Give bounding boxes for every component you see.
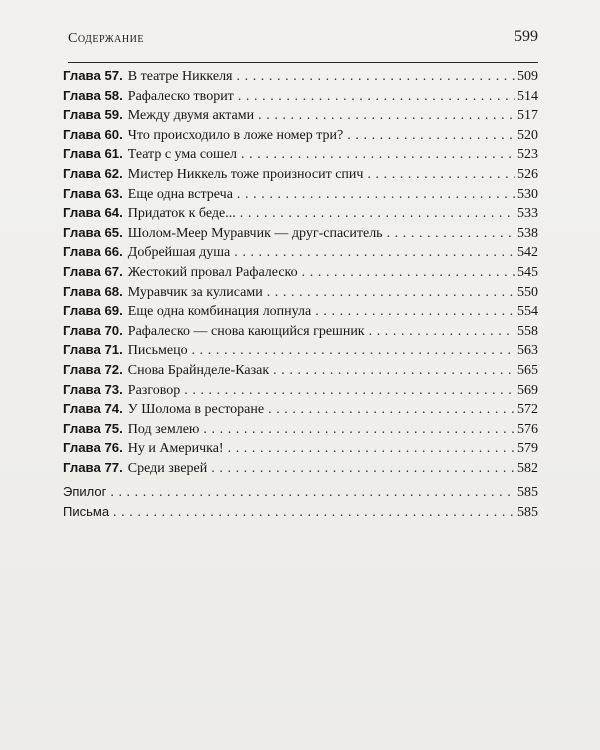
toc-page-number: 579 <box>517 441 538 457</box>
toc-chapter-title: Под землею <box>127 421 200 437</box>
toc-entry <box>63 282 538 302</box>
toc-chapter-title: Что происходило в ложе номер три? <box>127 127 344 143</box>
toc-entry <box>63 223 538 243</box>
toc-page-number: 533 <box>517 206 538 222</box>
toc-chapter-title: В театре Никкеля <box>127 69 233 84</box>
header-page-number: 599 <box>514 28 538 45</box>
toc-chapter-title: Шолом-Меер Муравчик — друг-спаситель <box>127 225 383 241</box>
toc-leader-dots <box>211 459 515 479</box>
toc-chapter-title: Мистер Никкель тоже произносит спич <box>127 166 364 182</box>
toc-chapter-title: Еще одна встреча <box>127 186 233 202</box>
toc-chapter-number: Глава 77. <box>63 459 123 475</box>
toc-page-number: 520 <box>517 127 538 143</box>
toc-chapter-number: Глава 58. <box>63 87 123 103</box>
toc-chapter-number: Глава 69. <box>63 303 123 319</box>
toc-leader-dots <box>302 263 515 283</box>
toc-leader-dots <box>240 204 515 224</box>
running-header <box>68 20 538 63</box>
toc-entry <box>63 164 538 184</box>
table-of-contents <box>63 66 538 522</box>
toc-chapter-number: Глава 68. <box>63 283 123 299</box>
toc-leader-dots <box>267 283 515 303</box>
toc-leader-dots <box>268 400 515 420</box>
toc-chapter-number: Глава 66. <box>63 244 123 260</box>
toc-page-number: 576 <box>517 421 538 437</box>
toc-page-number: 545 <box>517 264 538 280</box>
toc-chapter-number: Глава 76. <box>63 440 123 456</box>
toc-leader-dots <box>387 224 515 244</box>
toc-page-number: 542 <box>517 245 538 261</box>
toc-page-number: 554 <box>517 304 538 320</box>
toc-chapter-title: Муравчик за кулисами <box>127 284 263 300</box>
toc-page-number: 530 <box>517 186 538 202</box>
toc-page-number: 565 <box>517 362 538 378</box>
toc-chapter-number: Глава 71. <box>63 342 123 358</box>
toc-page-number: 517 <box>517 108 538 124</box>
toc-leader-dots <box>241 145 515 165</box>
header-title: Содержание <box>68 31 144 46</box>
toc-page-number: 514 <box>517 88 538 104</box>
toc-leader-dots <box>110 483 515 503</box>
toc-entry <box>63 458 538 478</box>
toc-leader-dots <box>113 503 515 523</box>
toc-leader-dots <box>237 67 516 87</box>
toc-leader-dots <box>203 420 515 440</box>
toc-entry <box>63 125 538 145</box>
toc-chapter-title: Ну и Америчка! <box>127 441 224 457</box>
toc-entry <box>63 184 538 204</box>
toc-entry <box>63 144 538 164</box>
toc-chapter-title: У Шолома в ресторане <box>127 402 265 418</box>
toc-chapter-title: Жестокий провал Рафалеско <box>127 264 298 280</box>
toc-entry <box>63 301 538 321</box>
toc-chapter-number: Глава 73. <box>63 381 123 397</box>
toc-page-number: 526 <box>517 166 538 182</box>
toc-entry <box>63 105 538 125</box>
toc-chapter-title: Добрейшая душа <box>127 245 231 261</box>
toc-leader-dots <box>258 106 515 126</box>
toc-page-number: 563 <box>517 343 538 359</box>
toc-chapter-number: Глава 62. <box>63 165 123 181</box>
toc-page-number: 509 <box>517 69 538 84</box>
toc-entry <box>63 340 538 360</box>
toc-page-number: 538 <box>517 225 538 241</box>
toc-chapter-title: Еще одна комбинация лопнула <box>127 304 312 320</box>
toc-chapter-number: Глава 59. <box>63 107 123 123</box>
toc-entry <box>63 203 538 223</box>
toc-entry <box>63 419 538 439</box>
toc-page-number: 582 <box>517 460 538 476</box>
toc-entry <box>63 399 538 419</box>
toc-entry <box>63 380 538 400</box>
toc-epilogue-title: Эпилог <box>63 484 107 500</box>
toc-entry <box>63 360 538 380</box>
toc-chapter-number: Глава 74. <box>63 401 123 417</box>
toc-leader-dots <box>228 439 515 459</box>
toc-chapter-title: Театр с ума сошел <box>127 147 238 163</box>
toc-page-number: 550 <box>517 284 538 300</box>
toc-chapter-title: Разговор <box>127 382 181 398</box>
toc-leader-dots <box>273 361 515 381</box>
toc-leader-dots <box>238 87 515 107</box>
toc-chapter-title: Рафалеско творит <box>127 88 234 104</box>
toc-chapter-number: Глава 70. <box>63 322 123 338</box>
toc-entry <box>63 321 538 341</box>
toc-leader-dots <box>184 381 515 401</box>
toc-page-number: 523 <box>517 147 538 163</box>
toc-page-number: 585 <box>517 485 538 501</box>
toc-leader-dots <box>237 185 515 205</box>
toc-chapter-title: Между двумя актами <box>127 108 255 124</box>
toc-entry-letters <box>63 502 538 522</box>
toc-chapter-title: Снова Брайнделе-Казак <box>127 362 270 378</box>
toc-chapter-number: Глава 75. <box>63 420 123 436</box>
toc-chapter-number: Глава 65. <box>63 224 123 240</box>
toc-chapter-number: Глава 57. <box>63 68 123 83</box>
toc-leader-dots <box>369 322 515 342</box>
toc-chapter-number: Глава 63. <box>63 185 123 201</box>
toc-chapter-title: Придаток к беде... <box>127 206 236 222</box>
toc-entry <box>63 262 538 282</box>
toc-leader-dots <box>347 126 515 146</box>
toc-chapter-title: Среди зверей <box>127 460 208 476</box>
toc-leader-dots <box>315 302 515 322</box>
toc-page-number: 572 <box>517 402 538 418</box>
toc-entry <box>63 66 538 86</box>
toc-entry-epilogue <box>63 482 538 502</box>
toc-chapter-number: Глава 61. <box>63 146 123 162</box>
toc-chapter-number: Глава 72. <box>63 361 123 377</box>
toc-leader-dots <box>192 341 515 361</box>
toc-chapter-title: Рафалеско — снова кающийся грешник <box>127 323 365 339</box>
toc-page-number: 569 <box>517 382 538 398</box>
toc-letters-title: Письма <box>63 504 110 520</box>
toc-leader-dots <box>234 243 515 263</box>
toc-chapter-number: Глава 64. <box>63 205 123 221</box>
toc-leader-dots <box>367 165 515 185</box>
toc-entry <box>63 86 538 106</box>
toc-chapter-number: Глава 60. <box>63 126 123 142</box>
toc-entry <box>63 438 538 458</box>
toc-chapter-number: Глава 67. <box>63 263 123 279</box>
toc-page-number: 558 <box>517 323 538 339</box>
toc-page-number: 585 <box>517 505 538 521</box>
toc-entry <box>63 242 538 262</box>
toc-chapter-title: Письмецо <box>127 343 188 359</box>
